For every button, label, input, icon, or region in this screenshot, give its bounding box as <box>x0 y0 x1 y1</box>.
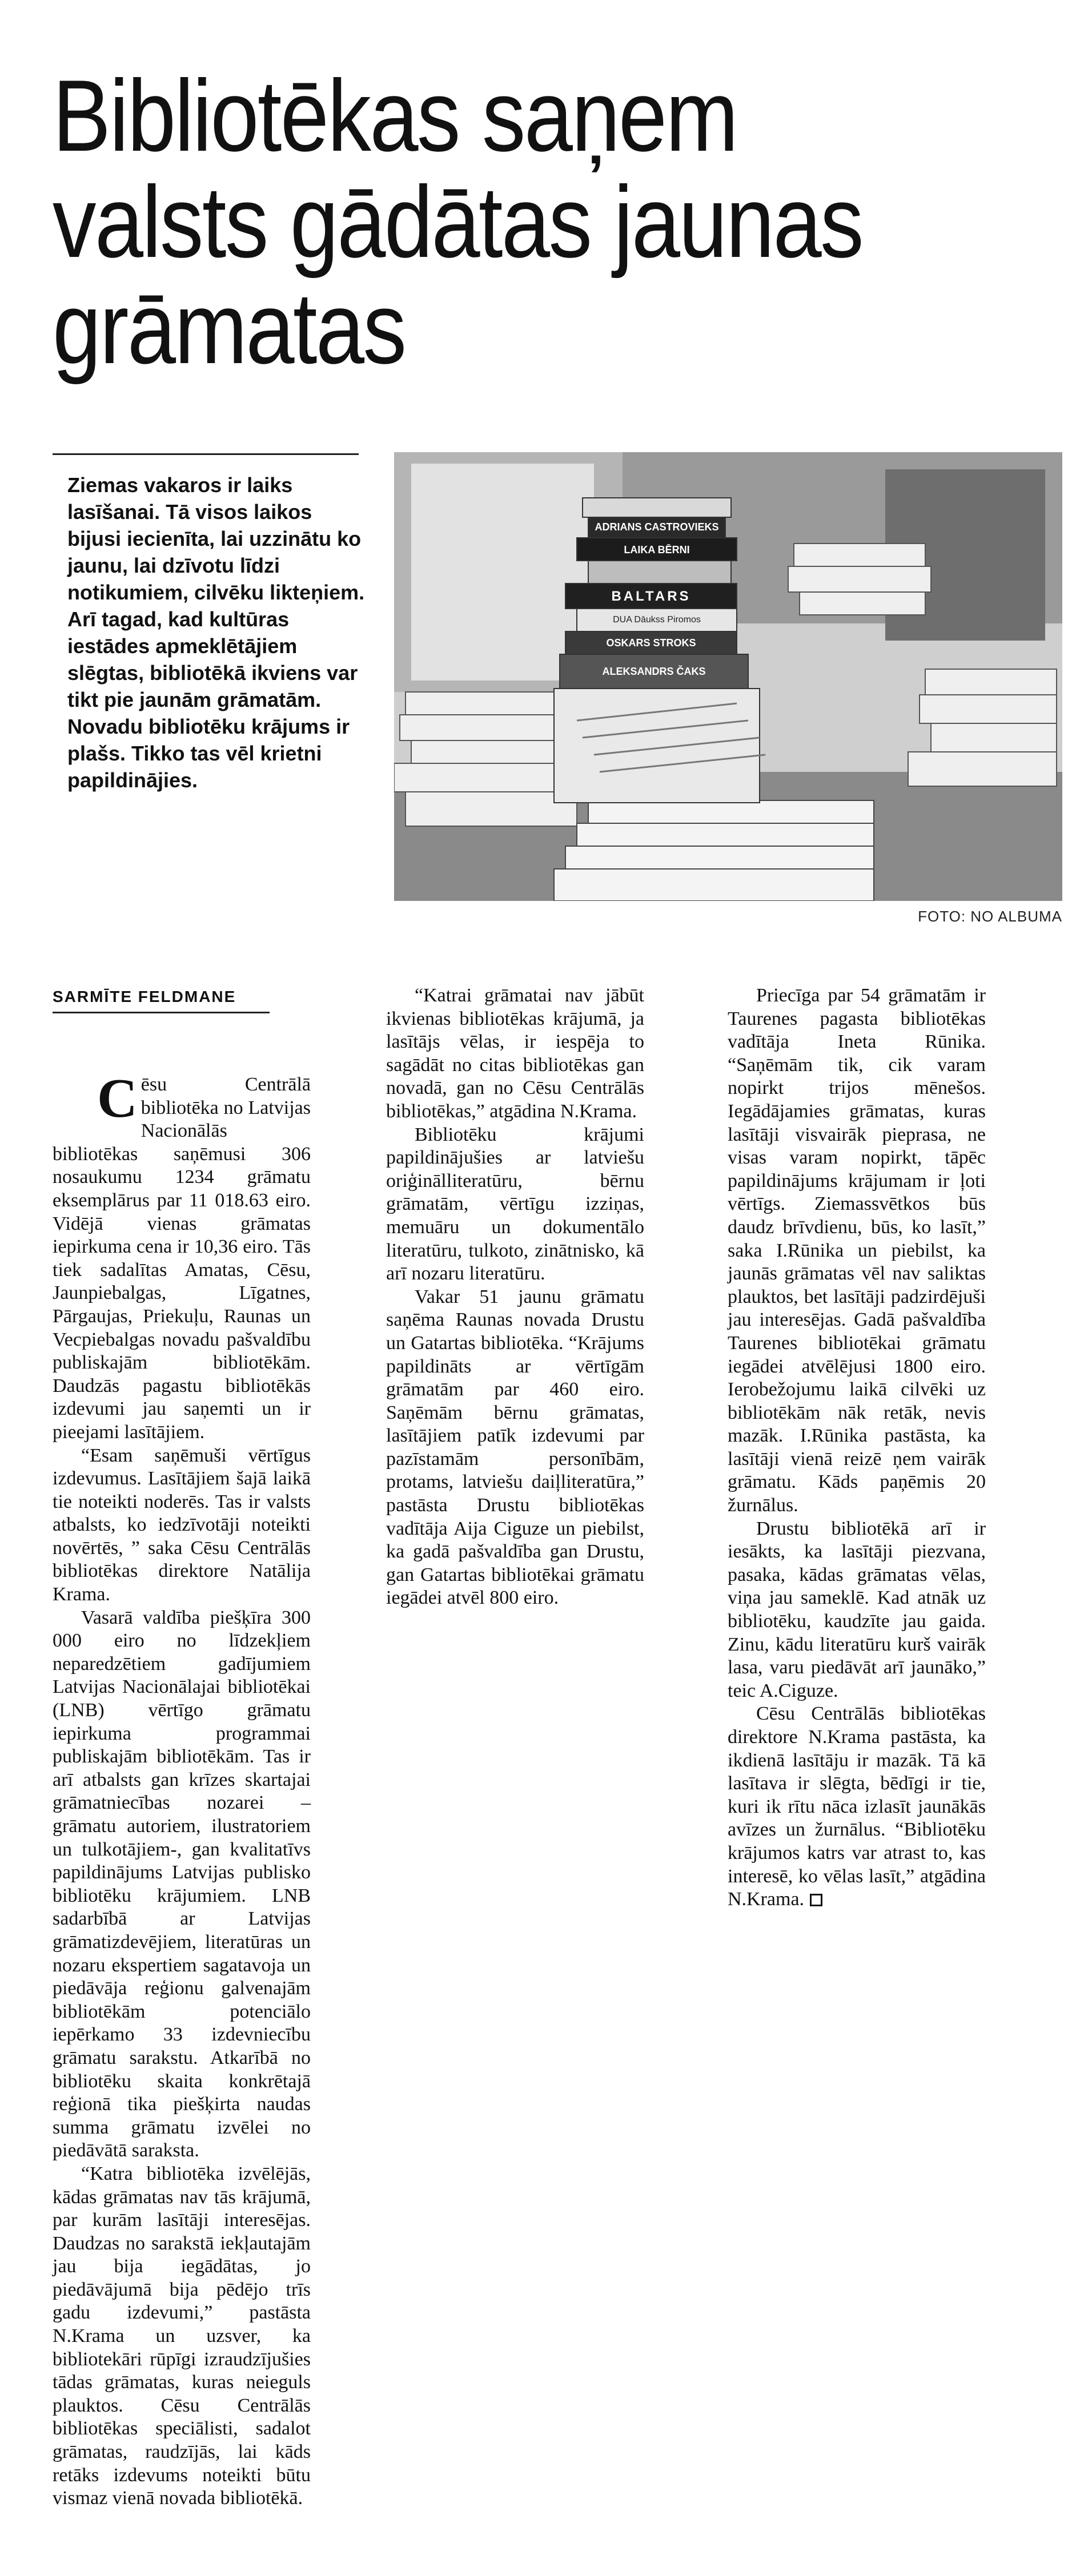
book-spine-4: DUA Dāukss Piromos <box>613 615 701 625</box>
article-column-3 <box>728 984 986 1911</box>
paragraph-9: Drustu bibliotēkā arī ir iesākts, ka lasītāji piezvana, pasaka, kādas grāmatas vēlas, viņa jau sameklē. Kad atnāk uz bibliotēku, kaudzīte jau gaida. Zinu, kādu literatūru kurš vairāk lasa, varu piedāvāt arī jaunāko,” teic A.Ciguze. <box>728 1518 986 1701</box>
article-column-1 <box>53 1068 311 2510</box>
book-spine-5: OSKARS STROKS <box>606 637 696 649</box>
author-byline: SARMĪTE FELDMANE <box>53 988 270 1013</box>
photo-credit: FOTO: NO ALBUMA <box>918 908 1062 925</box>
book-spine-2: LAIKA BĒRNI <box>624 544 690 556</box>
paragraph-8: Priecīga par 54 grāmatām ir Taurenes pagasta bibliotēkas vadītāja Ineta Rūnika. “Saņēmām tik, cik varam nopirkt trijos mēnešos. Iegādājamies grāmatas, kuras lasītāji visvairāk pieprasa, ne visas varam nopirkt, tāpēc papildinājums krājumam ir ļoti vērtīgs. Ziemassvētkos būs daudz brīvdienu, būs, ko lasīt,” saka I.Rūnika un piebilst, ka jaunās grāmatas vēl nav saliktas plauktos, bet lasītāji padzirdējuši jau interesējas. Gadā pašvaldība Taurenes bibliotēkai grāmatu iegādei atvēlējusi 1800 eiro. Ierobežojumu laikā cilvēki uz bibliotēkām nāk retāk, nevis mazāk. I.Rūnika pastāsta, ka lasītāji vienā reizē ņem vairāk grāmatu. Kāds paņēmis 20 žurnālus. <box>728 985 986 1516</box>
book-stacks-photo <box>394 452 1062 901</box>
paragraph-10: Cēsu Centrālās bibliotēkas direktore N.Krama pastāsta, ka ikdienā lasītāju ir mazāk. Tā kā lasītava ir slēgta, bēdīgi ir tie, kuri ik rītu nāca izlasīt jaunākās avīzes un žurnālus. “Bibliotēku krājumos katrs var atrast to, kas interesē, ko vēlas lasīt,” atgādina N.Krama. <box>728 1703 986 1910</box>
paragraph-7: Vakar 51 jaunu grāmatu saņēma Raunas novada Drustu un Gatartas bibliotēka. “Krājums papildināts ar vērtīgām grāmatām par 460 eiro. Saņēmām bērnu grāmatas, lasītājiem patīk izdevumi par pazīstamām personībām, protams, latviešu daiļliteratūra,” pastāsta Drustu bibliotēkas vadītāja Aija Ciguze un piebilst, ka gadā pašvaldība gan Drustu, gan Gatartas bibliotēkai grāmatu iegādei atvēl 800 eiro. <box>386 1286 644 1609</box>
paragraph-3: Vasarā valdība piešķīra 300 000 eiro no līdzekļiem neparedzētiem gadījumiem Latvijas Nacionālajai bibliotēkai (LNB) vērtīgo grāmatu iepirkuma programmai publiskajām bibliotēkām. Tas ir arī atbalsts gan krīzes skartajai grāmatniecības nozarei – grāmatu autoriem, ilustratoriem un tulkotājiem-, gan kvalitatīvs papildinājums Latvijas publisko bibliotēku krājumiem. LNB sadarbībā ar Latvijas grāmatizdevējiem, literatūras un nozaru ekspertiem sagatavoja un piedāvāja reģionu galvenajām bibliotēkām potenciālo iepērkamo 33 izdevniecību grāmatu sarakstu. Atkarībā no bibliotēku skaita konkrētajā reģionā tika piešķirta naudas summa grāmatu izvēlei no piedāvātā saraksta. <box>53 1607 311 2162</box>
paragraph-6: Bibliotēku krājumi papildinājušies ar latviešu oriģinālliteratūru, bērnu grāmatām, vērtīgu izziņas, memuāru un dokumentālo literatūru, tulkoto, zinātnisko, kā arī nozaru literatūru. <box>386 1124 644 1285</box>
article-column-2 <box>386 984 644 1610</box>
paragraph-5: “Katrai grāmatai nav jābūt ikvienas bibliotēkas krājumā, ja lasītājs vēlas, ir iespēja to sagādāt no citas bibliotēkas gan novadā, gan no Cēsu Centrālās bibliotēkas,” atgādina N.Krama. <box>386 985 644 1122</box>
headline: Bibliotēkas saņem valsts gādātas jaunas grāmatas <box>53 59 863 385</box>
book-spine-3: BALTARS <box>611 589 691 604</box>
lead-divider <box>53 453 359 455</box>
paragraph-1: Cēsu Centrālā bibliotēka no Latvijas Nacionālās bibliotēkas saņēmusi 306 nosaukumu 1234 grāmatu eksemplārus par 11 018.63 eiro. Vidējā vienas grāmatas iepirkuma cena ir 10,36 eiro. Tās tiek sadalītas Amatas, Cēsu, Jaunpiebalgas, Līgatnes, Pārgaujas, Priekuļu, Raunas un Vecpiebalgas novadu pašvaldību publiskajām bibliotēkām. Daudzās pagastu bibliotēkās izdevumi jau saņemti un ir pieejami lasītājiem. <box>53 1068 311 1443</box>
book-spine-6: ALEKSANDRS ČAKS <box>602 666 706 677</box>
paragraph-4: “Katra bibliotēka izvēlējās, kādas grāmatas nav tās krājumā, par kurām lasītāji interesējas. Daudzas no sarakstā iekļautajām jau bija iegādātas, jo piedāvājumā bija pēdējo trīs gadu izdevumi,” pastāsta N.Krama un uzsver, ka bibliotekāri rūpīgi izraudzījušies tādas grāmatas, kuras neieguls plauktos. Cēsu Centrālās bibliotēkas speciālisti, sadalot grāmatas, raudzījās, lai kāds retāks izdevums noteikti būtu vismaz vienā novada bibliotēkā. <box>53 2163 311 2509</box>
paragraph-2: “Esam saņēmuši vērtīgus izdevumus. Lasītājiem šajā laikā tie noteikti noderēs. Tas ir valsts atbalsts, ko iedzīvotāji noteikti novērtēs, ” saka Cēsu Centrālās bibliotēkas direktore Natālija Krama. <box>53 1444 311 1605</box>
end-of-article-icon <box>810 1894 822 1906</box>
article-photo <box>394 452 1062 901</box>
book-spine-1: ADRIANS CASTROVIEKS <box>595 521 719 533</box>
lead-paragraph: Ziemas vakaros ir laiks lasīšanai. Tā visos laikos bijusi iecienīta, lai uzzinātu ko jaunu, lai dzīvotu līdzi notikumiem, cilvēku likteņiem. Arī tagad, kad kultūras iestādes apmeklētājiem slēgtas, bibliotēkā ikviens var tikt pie jaunām grāmatām. Novadu bibliotēku krājums ir plašs. Tikko tas vēl krietni papildinājies. <box>67 473 365 792</box>
drop-cap: C <box>97 1068 138 1129</box>
